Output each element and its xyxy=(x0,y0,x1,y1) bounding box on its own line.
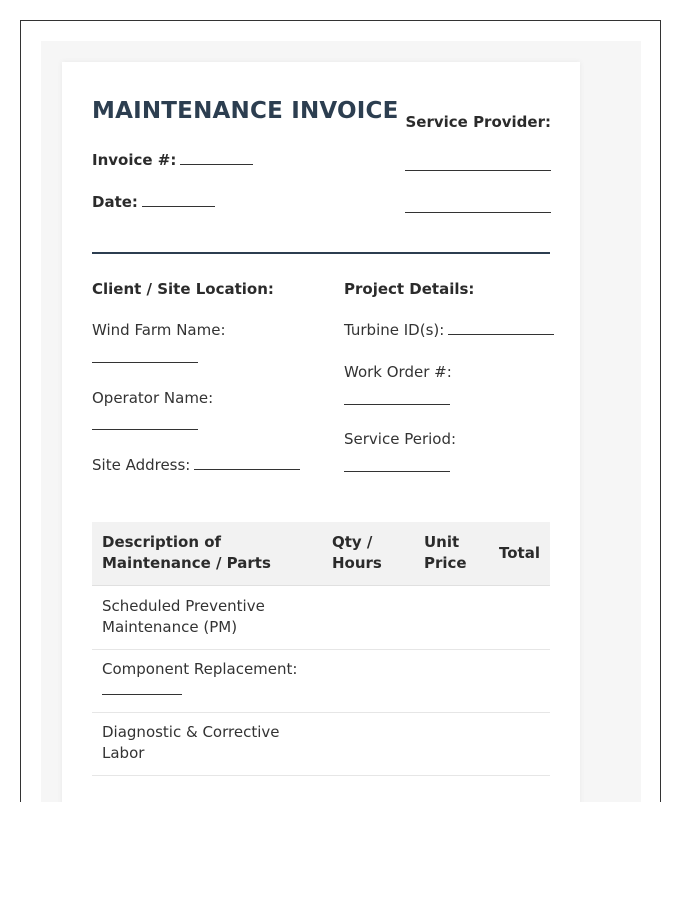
row-description: Scheduled Preventive Maintenance (PM) xyxy=(102,597,265,636)
work-order-label: Work Order #: xyxy=(344,363,452,381)
site-address-field xyxy=(92,456,300,474)
turbine-blank[interactable] xyxy=(448,322,554,335)
date-label: Date: xyxy=(92,193,138,211)
table-header xyxy=(92,522,550,586)
service-period-blank[interactable] xyxy=(344,471,450,472)
col-unit-price-header: Unit Price xyxy=(424,533,467,572)
invoice-title: MAINTENANCE INVOICE xyxy=(92,98,399,124)
col-description-header: Description of Maintenance / Parts xyxy=(102,533,271,572)
date-field xyxy=(92,193,215,211)
turbine-label: Turbine ID(s): xyxy=(344,321,445,339)
row-description: Component Replacement: xyxy=(102,660,298,678)
service-provider-label: Service Provider: xyxy=(405,113,551,131)
client-heading: Client / Site Location: xyxy=(92,280,274,298)
operator-label: Operator Name: xyxy=(92,389,214,407)
service-period-label: Service Period: xyxy=(344,430,457,448)
turbine-field xyxy=(344,321,554,339)
site-address-blank[interactable] xyxy=(194,457,300,470)
row-description-field xyxy=(102,659,317,701)
component-blank[interactable] xyxy=(102,682,182,695)
site-address-label: Site Address: xyxy=(92,456,191,474)
wind-farm-blank[interactable] xyxy=(92,362,198,363)
col-qty-header: Qty / Hours xyxy=(332,533,382,572)
table-row[interactable] xyxy=(92,649,550,713)
invoice-number-field xyxy=(92,151,253,169)
invoice-number-label: Invoice #: xyxy=(92,151,177,169)
table-row[interactable] xyxy=(92,712,550,776)
row-description: Diagnostic & Corrective Labor xyxy=(102,723,280,762)
service-provider-line-2[interactable] xyxy=(405,212,551,213)
col-total-header: Total xyxy=(499,544,540,562)
service-provider-line-1[interactable] xyxy=(405,170,551,171)
table-row[interactable] xyxy=(92,586,550,650)
work-order-blank[interactable] xyxy=(344,404,450,405)
wind-farm-label: Wind Farm Name: xyxy=(92,321,226,339)
project-heading: Project Details: xyxy=(344,280,475,298)
invoice-sheet xyxy=(62,62,580,802)
operator-blank[interactable] xyxy=(92,429,198,430)
date-blank[interactable] xyxy=(142,194,215,207)
invoice-number-blank[interactable] xyxy=(180,152,253,165)
page-frame xyxy=(20,20,661,802)
header-divider xyxy=(92,252,550,254)
